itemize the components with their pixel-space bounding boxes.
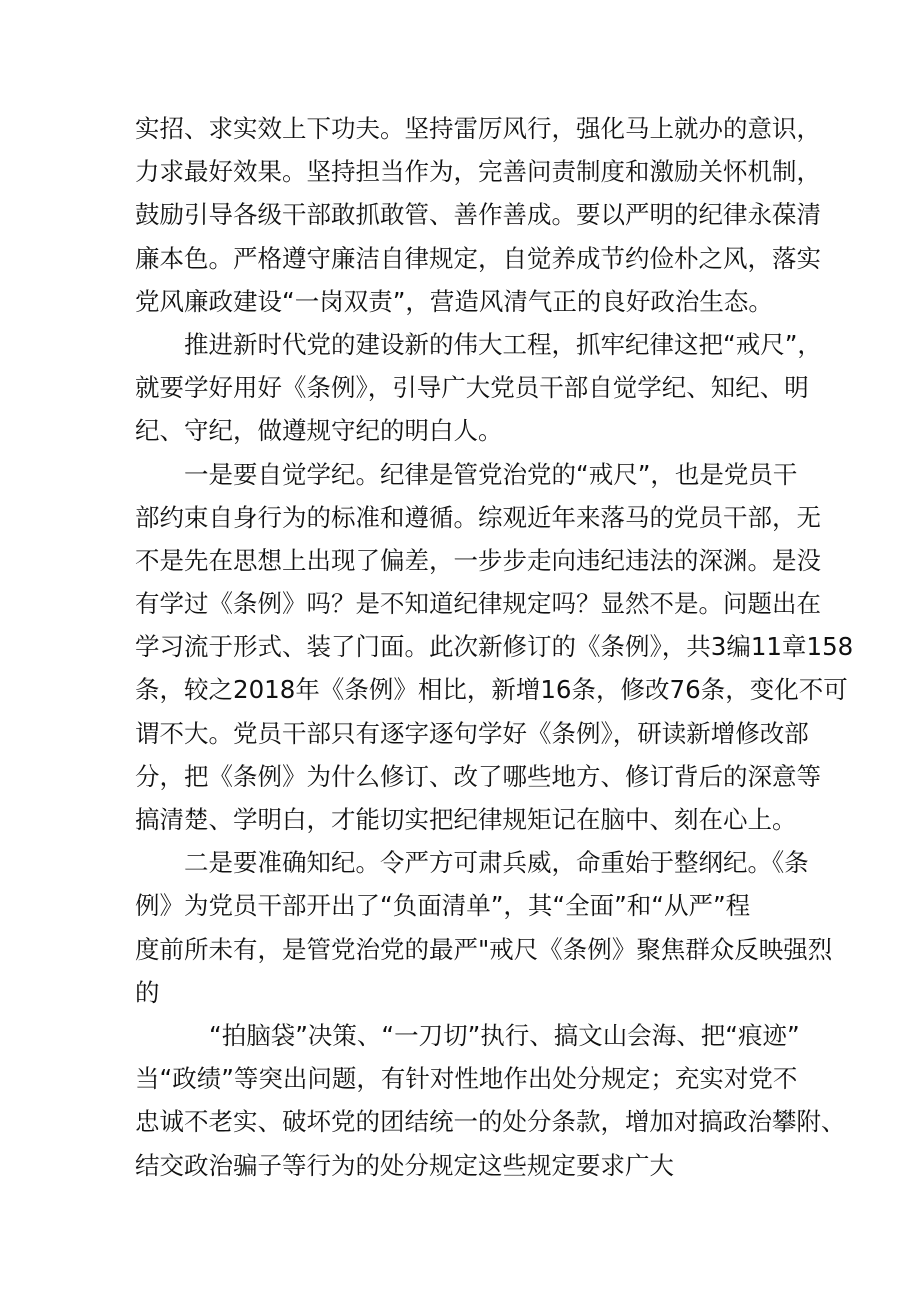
- text-line-14: 条，较之2018年《条例》相比，新增16条，修改76条，变化不可: [135, 675, 848, 705]
- text-line-2: 力求最好效果。坚持担当作为，完善问责制度和激励关怀机制，: [135, 157, 821, 187]
- text-line-18: 二是要准确知纪。令严方可肃兵威，命重始于整纲纪。《条: [184, 848, 809, 878]
- text-line-20: 度前所未有，是管党治党的最严"戒尺《条例》聚焦群众反映强烈: [135, 934, 833, 964]
- text-line-21: 的: [135, 977, 160, 1007]
- text-line-25: 结交政治骗子等行为的处分规定这些规定要求广大: [135, 1150, 674, 1180]
- text-line-7: 就要学好用好《条例》，引导广大党员干部自觉学纪、知纪、明: [135, 373, 809, 403]
- text-line-10: 部约束自身行为的标准和遵循。综观近年来落马的党员干部，无: [135, 502, 821, 532]
- document-body: [135, 107, 854, 1187]
- text-line-16: 分，把《条例》为什么修订、改了哪些地方、修订背后的深意等: [135, 761, 821, 791]
- text-line-5: 党风廉政建设“一岗双责”，营造风清气正的良好政治生态。: [135, 286, 773, 316]
- text-line-8: 纪、守纪，做遵规守纪的明白人。: [135, 416, 503, 446]
- text-line-24: 忠诚不老实、破坏党的团结统一的处分条款，增加对搞政治攀附、: [135, 1107, 846, 1137]
- text-line-19: 例》为党员干部开出了“负面清单”，其“全面”和“从严”程: [135, 891, 751, 921]
- text-line-6: 推进新时代党的建设新的伟大工程，抓牢纪律这把“戒尺”，: [184, 329, 822, 359]
- text-line-17: 搞清楚、学明白，才能切实把纪律规矩记在脑中、刻在心上。: [135, 805, 797, 834]
- text-line-11: 不是先在思想上出现了偏差，一步步走向违纪违法的深渊。是没: [135, 545, 821, 575]
- text-line-23: 当“政绩”等突出问题，有针对性地作出处分规定；充实对党不: [135, 1064, 798, 1094]
- text-line-3: 鼓励引导各级干部敢抓敢管、善作善成。要以严明的纪律永葆清: [135, 200, 821, 230]
- text-line-4: 廉本色。严格遵守廉洁自律规定，自觉养成节约俭朴之风，落实: [135, 243, 821, 273]
- text-line-9: 一是要自觉学纪。纪律是管党治党的“戒尺”，也是党员干: [184, 459, 798, 489]
- text-line-15: 谓不大。党员干部只有逐字逐句学好《条例》，研读新增修改部: [135, 718, 809, 748]
- text-line-1: 实招、求实效上下功夫。坚持雷厉风行，强化马上就办的意识，: [135, 114, 821, 143]
- text-line-22: “拍脑袋”决策、“一刀切”执行、搞文山会海、把“痕迹”: [209, 1020, 800, 1050]
- text-line-13: 学习流于形式、装了门面。此次新修订的《条例》，共3编11章158: [135, 632, 854, 662]
- text-line-12: 有学过《条例》吗？是不知道纪律规定吗？显然不是。问题出在: [135, 589, 821, 619]
